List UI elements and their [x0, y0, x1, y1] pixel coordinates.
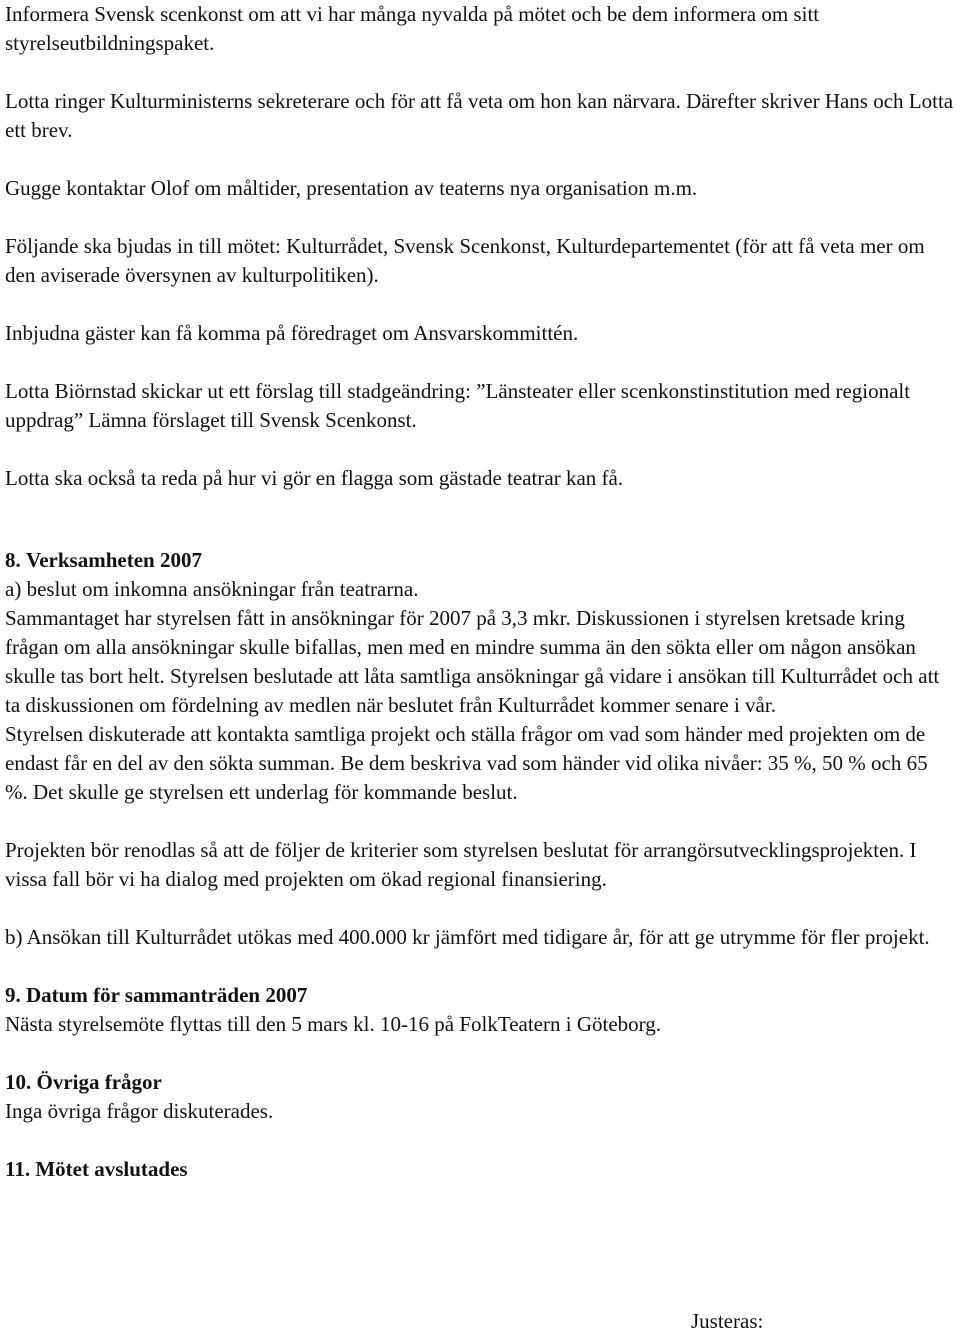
section-10-text: Inga övriga frågor diskuterades. [5, 1099, 274, 1123]
section-11-number: 11. [5, 1157, 31, 1181]
section-8-paragraph-2: Styrelsen diskuterade att kontakta samtliga projekt och ställa frågor om vad som händer med projekten om de endast får en del av den sökta summan. Be dem beskriva vad som händer vid olika nivåer: 35 %, 50 % och 65 %. Det skulle ge styrelsen ett underlag för kommande beslut. [5, 722, 928, 804]
section-8-sub-a: a) beslut om inkomna ansökningar från teatrarna. [5, 577, 419, 601]
section-8-paragraph-3: Projekten bör renodlas så att de följer de kriterier som styrelsen beslutat för arrangörsutvecklingsprojekten. I vissa fall bör vi ha dialog med projekten om ökad regional finansiering. [5, 838, 917, 891]
paragraph-inbjudna-gaster: Inbjudna gäster kan få komma på föredraget om Ansvarskommittén. [5, 321, 579, 345]
paragraph-gugge-kontaktar: Gugge kontaktar Olof om måltider, presentation av teaterns nya organisation m.m. [5, 176, 698, 200]
section-10-title: Övriga frågor [36, 1070, 162, 1094]
section-10-number: 10. [5, 1070, 32, 1094]
section-8-number: 8. [5, 548, 21, 572]
section-11-title: Mötet avslutades [35, 1157, 188, 1181]
section-8-title: Verksamheten 2007 [26, 548, 202, 572]
section-9-number: 9. [5, 983, 21, 1007]
justeras-label: Justeras: [691, 1309, 764, 1333]
section-10-heading [5, 1068, 955, 1097]
paragraph-stadgeandring: Lotta Biörnstad skickar ut ett förslag till stadgeändring: ”Länsteater eller scenkonstinstitution med regionalt uppdrag” Lämna förslaget till Svensk Scenkonst. [5, 379, 911, 432]
section-9 [5, 981, 955, 1039]
paragraph-kulturminister: Lotta ringer Kulturministerns sekreterare och för att få veta om hon kan närvara. Därefter skriver Hans och Lotta ett brev. [5, 89, 954, 142]
section-10 [5, 1068, 955, 1126]
section-8-paragraph-1: Sammantaget har styrelsen fått in ansökningar för 2007 på 3,3 mkr. Diskussionen i styrelsen kretsade kring frågan om alla ansökningar skulle bifallas, men med en mindre summa än den sökta eller om någon ansökan skulle tas bort helt. Styrelsen beslutade att låta samtliga ansökningar gå vidare i ansökan till Kulturrådet och att ta diskussionen om fördelning av medlen när beslutet från Kulturrådet kommer senare i vår. [5, 606, 940, 717]
paragraph-foljande-bjudas: Följande ska bjudas in till mötet: Kulturrådet, Svensk Scenkonst, Kulturdepartementet (för att få veta mer om den aviserade översynen av kulturpolitiken). [5, 234, 925, 287]
section-9-title: Datum för sammanträden 2007 [26, 983, 308, 1007]
section-8-sub-b: b) Ansökan till Kulturrådet utökas med 400.000 kr jämfört med tidigare år, för att ge utrymme för fler projekt. [5, 925, 930, 949]
section-11 [5, 1155, 955, 1184]
section-8-heading [5, 546, 955, 575]
section-9-heading [5, 981, 955, 1010]
paragraph-inform-svensk-scenkonst: Informera Svensk scenkonst om att vi har många nyvalda på mötet och be dem informera om sitt styrelseutbildningspaket. [5, 2, 820, 55]
paragraph-flagga: Lotta ska också ta reda på hur vi gör en flagga som gästade teatrar kan få. [5, 466, 624, 490]
section-9-text: Nästa styrelsemöte flyttas till den 5 mars kl. 10-16 på FolkTeatern i Göteborg. [5, 1012, 662, 1036]
section-8 [5, 546, 955, 952]
section-11-heading [5, 1155, 955, 1184]
document-page [5, 0, 955, 1184]
